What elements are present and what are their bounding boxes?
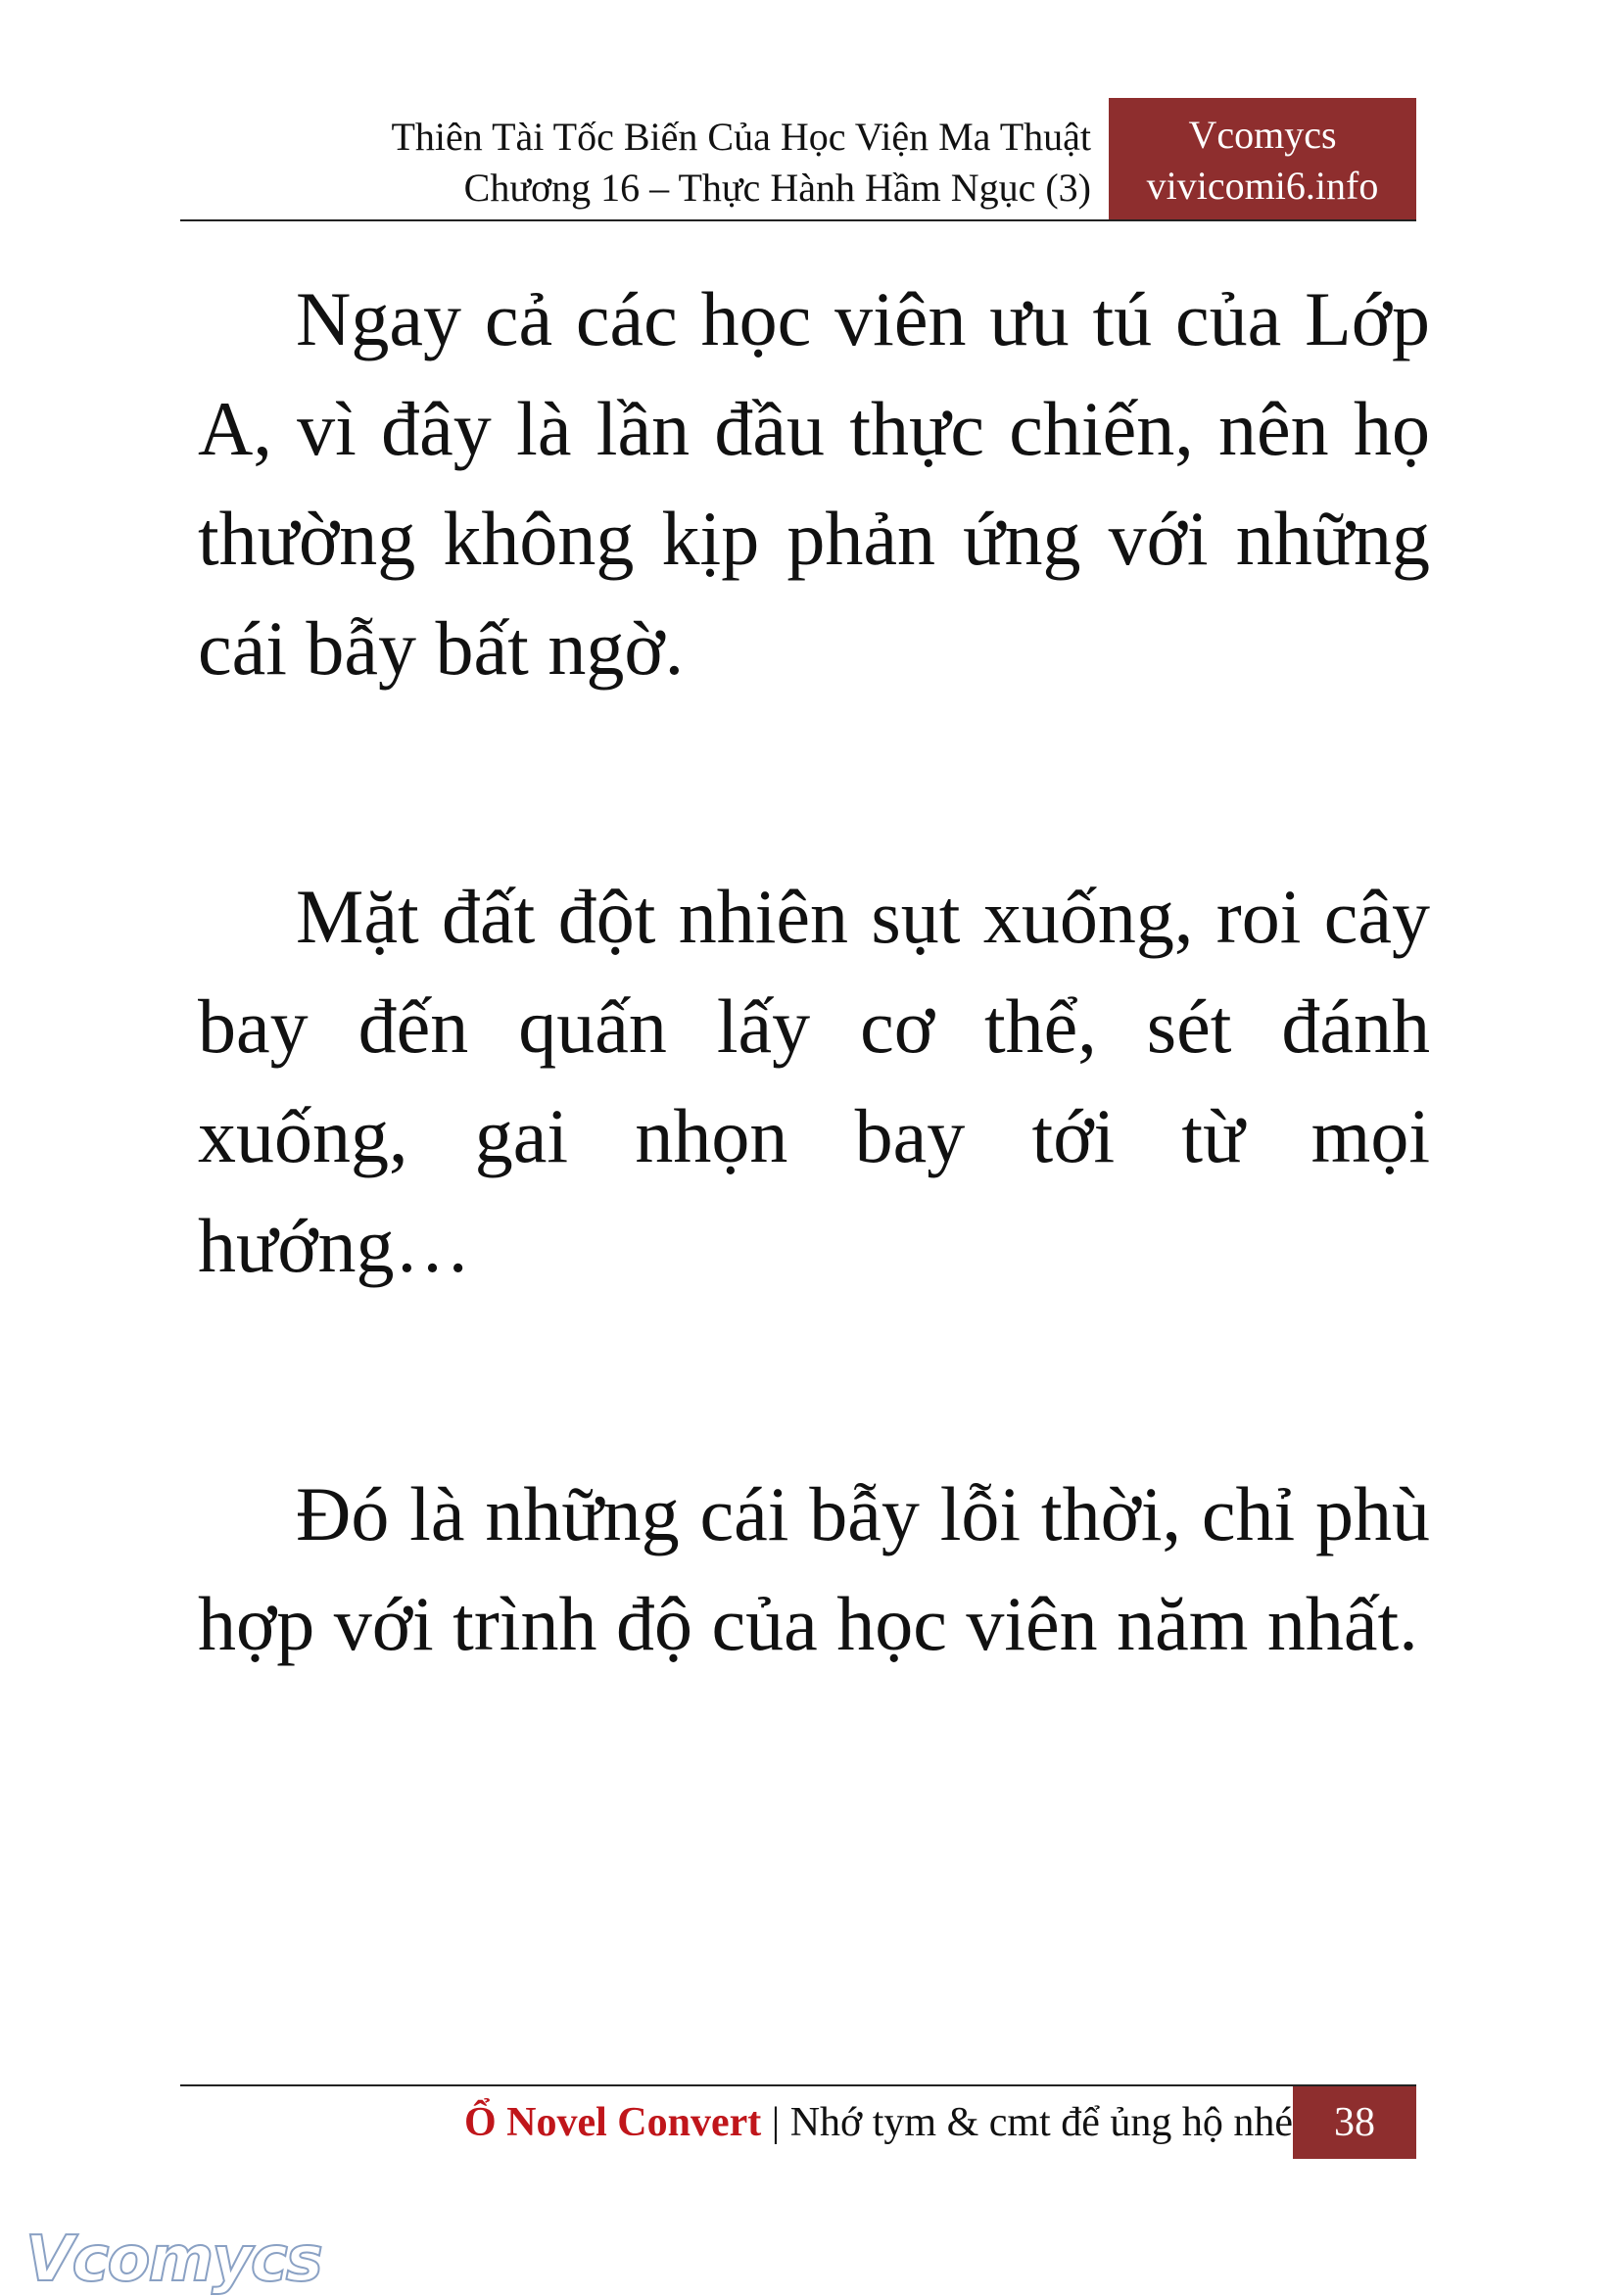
footer-separator: | — [771, 2100, 781, 2145]
page-header — [180, 98, 1416, 221]
site-name: Vcomycs — [1188, 113, 1337, 157]
footer-message: Nhớ tym & cmt để ủng hộ nhé — [789, 2100, 1293, 2145]
site-badge — [1109, 98, 1416, 219]
site-url: vivicomi6.info — [1146, 164, 1379, 208]
page-number: 38 — [1293, 2086, 1416, 2159]
page-footer — [180, 2084, 1416, 2159]
chapter-title: Chương 16 – Thực Hành Hầm Ngục (3) — [463, 166, 1091, 210]
paragraph-3: Đó là những cái bẫy lỗi thời, chỉ phù hợp với trình độ của học viên năm nhất. — [198, 1471, 1430, 1666]
page-body — [198, 264, 1430, 1838]
book-title: Thiên Tài Tốc Biến Của Học Viện Ma Thuật — [391, 115, 1091, 159]
paragraph-1: Ngay cả các học viên ưu tú của Lớp A, vì đây là lần đầu thực chiến, nên họ thường không kịp phản ứng với những cái bẫy bất ngờ. — [198, 276, 1430, 691]
footer-brand: Ổ Novel Convert — [463, 2100, 762, 2145]
header-titles — [392, 112, 1092, 214]
paragraph-2: Mặt đất đột nhiên sụt xuống, roi cây bay đến quấn lấy cơ thể, sét đánh xuống, gai nhọn bay tới từ mọi hướng… — [198, 874, 1430, 1288]
footer-note — [464, 2098, 1293, 2147]
watermark-logo: Vcomycs — [25, 2224, 321, 2296]
